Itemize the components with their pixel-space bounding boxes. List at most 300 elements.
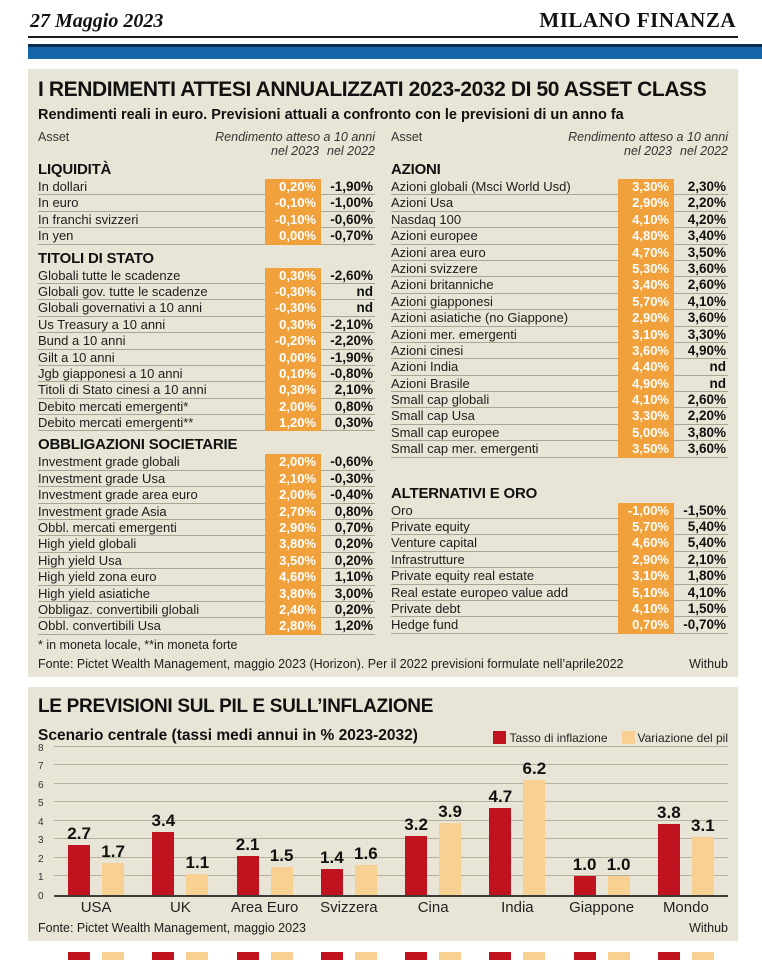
value-2023: -0,20% — [265, 333, 321, 349]
value-2023: 3,40% — [618, 277, 674, 293]
value-2022: nd — [674, 376, 728, 392]
legend-label: Variazione del pil — [637, 730, 728, 745]
asset-label: Azioni europee — [391, 228, 618, 244]
value-2023: 4,60% — [265, 569, 321, 585]
asset-label: Azioni svizzere — [391, 261, 618, 277]
value-2023: 2,90% — [618, 195, 674, 211]
returns-panel — [28, 69, 738, 677]
asset-label: High yield Usa — [38, 553, 265, 569]
section-header: OBBLIGAZIONI SOCIETARIE — [38, 436, 238, 454]
value-2023: 5,00% — [618, 425, 674, 441]
value-2023: 0,00% — [265, 350, 321, 366]
page-header — [0, 0, 762, 35]
table-row — [391, 503, 728, 519]
value-2023: -1,00% — [618, 503, 674, 519]
asset-label: Obbl. convertibili Usa — [38, 618, 265, 634]
asset-label: Hedge fund — [391, 617, 618, 633]
asset-label: Private debt — [391, 601, 618, 617]
asset-label: Titoli di Stato cinesi a 10 anni — [38, 382, 265, 398]
year-2022-label: nel 2022 — [680, 144, 728, 158]
return-column-label: Rendimento atteso a 10 anni — [568, 130, 728, 144]
value-2023: 2,40% — [265, 602, 321, 618]
table-row — [38, 504, 375, 520]
value-2022: -0,70% — [674, 617, 728, 633]
value-2022: 2,10% — [674, 552, 728, 568]
value-2023: 2,00% — [265, 399, 321, 415]
value-2022: 0,80% — [321, 399, 375, 415]
value-2023: 2,90% — [618, 310, 674, 326]
x-category-label: Mondo — [662, 898, 709, 916]
asset-label: Bund a 10 anni — [38, 333, 265, 349]
blue-divider-bar — [28, 44, 762, 59]
table-row — [38, 569, 375, 585]
value-2023: -0,10% — [265, 195, 321, 211]
table-row — [391, 343, 728, 359]
table-row — [38, 618, 375, 634]
value-2023: 0,10% — [265, 366, 321, 382]
value-2022: 3,60% — [674, 261, 728, 277]
asset-label: Private equity real estate — [391, 568, 618, 584]
x-category-label: Svizzera — [320, 898, 378, 916]
bar-value-label: 1.5 — [269, 846, 294, 866]
bar-value-label: 2.7 — [67, 823, 91, 843]
header-rule — [28, 36, 738, 38]
table-row — [391, 601, 728, 617]
value-2022: nd — [321, 284, 375, 300]
value-2023: 2,10% — [265, 471, 321, 487]
value-2022: 2,20% — [674, 408, 728, 424]
source-text: Fonte: Pictet Wealth Management, maggio 2023 (Horizon). Per il 2022 previsioni formulate nell’aprile2022 — [38, 656, 624, 671]
cutoff-bar — [489, 952, 511, 960]
asset-label: In franchi svizzeri — [38, 212, 265, 228]
x-category-label: Giappone — [569, 898, 635, 916]
bar-value-label: 1.0 — [572, 855, 597, 875]
cutoff-bar-pair — [391, 949, 475, 959]
value-2023: 0,30% — [265, 382, 321, 398]
value-2023: 1,20% — [265, 415, 321, 431]
value-2023: 4,40% — [618, 359, 674, 375]
table-row — [391, 179, 728, 195]
x-axis-labels — [54, 899, 728, 916]
cutoff-bar — [152, 952, 174, 960]
cutoff-bar — [271, 952, 293, 960]
returns-source-row — [38, 657, 728, 671]
value-2022: -0,80% — [321, 366, 375, 382]
value-2023: 0,00% — [265, 228, 321, 244]
section-header: ALTERNATIVI E ORO — [391, 484, 538, 502]
asset-table — [38, 130, 728, 652]
value-2022: -0,60% — [321, 212, 375, 228]
value-2022: 4,10% — [674, 585, 728, 601]
value-2023: -0,10% — [265, 212, 321, 228]
cutoff-bar-pair — [307, 949, 391, 959]
cutoff-bar — [658, 952, 680, 960]
right-column-header — [391, 130, 728, 158]
value-2022: 1,80% — [674, 568, 728, 584]
bar-group — [644, 749, 728, 895]
value-2022: -1,50% — [674, 503, 728, 519]
legend-item — [622, 731, 729, 745]
cutoff-bar — [102, 952, 124, 960]
value-2022: -2,20% — [321, 333, 375, 349]
asset-label: Gilt a 10 anni — [38, 350, 265, 366]
return-column-label: Rendimento atteso a 10 anni — [215, 130, 375, 144]
cutoff-bar — [237, 952, 259, 960]
table-row — [38, 553, 375, 569]
bar-value-label: 1.6 — [354, 844, 378, 864]
table-row — [38, 300, 375, 316]
asset-label: Oro — [391, 503, 618, 519]
table-row — [38, 487, 375, 503]
asset-label: Globali governativi a 10 anni — [38, 300, 265, 316]
value-2022: -2,10% — [321, 317, 375, 333]
cutoff-bar — [355, 952, 377, 960]
value-2022: 4,20% — [674, 212, 728, 228]
value-2023: 0,30% — [265, 317, 321, 333]
legend-swatch — [493, 731, 506, 744]
table-row — [391, 568, 728, 584]
bar-value-label: 1.4 — [320, 847, 344, 867]
value-2023: 3,50% — [618, 441, 674, 457]
value-2022: -0,30% — [321, 471, 375, 487]
table-row — [391, 376, 728, 392]
table-row — [38, 268, 375, 284]
table-row — [391, 519, 728, 535]
section-header: TITOLI DI STATO — [38, 249, 154, 267]
bar — [320, 847, 344, 895]
value-2022: 5,40% — [674, 535, 728, 551]
bar-value-label: 1.1 — [185, 853, 210, 873]
table-row — [391, 277, 728, 293]
asset-label: Real estate europeo value add — [391, 585, 618, 601]
value-2023: 3,10% — [618, 568, 674, 584]
cutoff-bar-pair — [560, 949, 644, 959]
y-tick-label: 5 — [38, 798, 44, 810]
table-row — [391, 535, 728, 551]
value-2023: 3,30% — [618, 179, 674, 195]
table-row — [38, 454, 375, 470]
value-2022: 0,30% — [321, 415, 375, 431]
x-category-label: Cina — [417, 898, 449, 916]
year-2023-label: nel 2023 — [271, 144, 319, 158]
value-2023: 4,60% — [618, 535, 674, 551]
asset-label: Small cap Usa — [391, 408, 618, 424]
cutoff-bar-pair — [475, 949, 559, 959]
asset-label: Venture capital — [391, 535, 618, 551]
table-row — [391, 294, 728, 310]
table-row — [391, 441, 728, 457]
cutoff-bar — [608, 952, 630, 960]
legend-item — [493, 731, 607, 745]
bar — [488, 786, 513, 895]
value-2023: 2,00% — [265, 487, 321, 503]
y-tick-label: 4 — [38, 816, 44, 828]
bar-group — [223, 749, 307, 895]
asset-label: Globali gov. tutte le scadenze — [38, 284, 265, 300]
asset-label: In yen — [38, 228, 265, 244]
table-row — [391, 195, 728, 211]
bar — [657, 803, 681, 894]
asset-label: Investment grade area euro — [38, 487, 265, 503]
value-2022: nd — [674, 359, 728, 375]
value-2022: 1,20% — [321, 618, 375, 634]
asset-column-label: Asset — [38, 130, 70, 144]
asset-label: Small cap mer. emergenti — [391, 441, 618, 457]
cutoff-bar — [523, 952, 545, 960]
value-2022: -1,90% — [321, 179, 375, 195]
value-2023: 2,00% — [265, 454, 321, 470]
table-row — [391, 408, 728, 424]
table-row — [38, 317, 375, 333]
table-row — [391, 327, 728, 343]
cutoff-bar — [692, 952, 714, 960]
chart-legend — [493, 731, 728, 745]
asset-label: Nasdaq 100 — [391, 212, 618, 228]
value-2022: 3,50% — [674, 245, 728, 261]
credit-text: Withub — [689, 920, 728, 935]
bar — [691, 816, 715, 894]
bar-value-label: 3.8 — [657, 803, 681, 823]
table-row — [391, 425, 728, 441]
table-row — [38, 333, 375, 349]
cutoff-bar — [68, 952, 90, 960]
value-2022: 0,20% — [321, 553, 375, 569]
table-row — [38, 228, 375, 244]
value-2022: 0,20% — [321, 536, 375, 552]
value-2022: 3,60% — [674, 310, 728, 326]
value-2023: 4,90% — [618, 376, 674, 392]
gdp-inflation-chart — [38, 742, 728, 916]
asset-label: Azioni India — [391, 359, 618, 375]
bar — [67, 823, 91, 895]
table-row — [38, 602, 375, 618]
masthead-title: MILANO FINANZA — [539, 8, 736, 32]
x-category-label: USA — [80, 898, 112, 916]
cutoff-bar — [405, 952, 427, 960]
value-2022: 5,40% — [674, 519, 728, 535]
asset-label: Globali tutte le scadenze — [38, 268, 265, 284]
value-2022: -0,60% — [321, 454, 375, 470]
bar-value-label: 1.0 — [606, 855, 631, 875]
value-2022: 0,20% — [321, 602, 375, 618]
table-row — [391, 552, 728, 568]
table-row — [38, 536, 375, 552]
year-2023-label: nel 2023 — [624, 144, 672, 158]
table-row — [38, 471, 375, 487]
cutoff-bar-pair — [138, 949, 222, 959]
asset-label: Us Treasury a 10 anni — [38, 317, 265, 333]
table-row — [38, 415, 375, 431]
table-row — [38, 399, 375, 415]
cutoff-bar — [321, 952, 343, 960]
table-row — [38, 284, 375, 300]
table-row — [391, 261, 728, 277]
left-column — [38, 130, 375, 652]
value-2022: 4,10% — [674, 294, 728, 310]
table-row — [38, 350, 375, 366]
asset-label: High yield zona euro — [38, 569, 265, 585]
value-2023: 4,10% — [618, 601, 674, 617]
value-2022: 3,80% — [674, 425, 728, 441]
value-2023: -0,30% — [265, 284, 321, 300]
y-tick-label: 2 — [38, 853, 44, 865]
value-2023: 2,70% — [265, 504, 321, 520]
table-footnote: * in moneta locale, **in moneta forte — [38, 637, 238, 652]
bar-group — [307, 749, 391, 895]
table-row — [38, 520, 375, 536]
gridline — [54, 746, 728, 747]
table-row — [391, 228, 728, 244]
legend-swatch — [622, 731, 635, 744]
x-category-label: Area Euro — [230, 898, 299, 916]
y-tick-label: 6 — [38, 779, 44, 791]
value-2022: -0,40% — [321, 487, 375, 503]
bar-group — [560, 749, 644, 895]
value-2023: 0,70% — [618, 617, 674, 633]
value-2022: 3,30% — [674, 327, 728, 343]
cutoff-bar — [574, 952, 596, 960]
returns-panel-subtitle: Rendimenti reali in euro. Previsioni attuali a confronto con le previsioni di un anno fa — [38, 107, 624, 123]
asset-label: Debito mercati emergenti* — [38, 399, 265, 415]
table-row — [38, 212, 375, 228]
asset-label: Private equity — [391, 519, 618, 535]
forecast-panel — [28, 687, 738, 941]
bar-value-label: 3.9 — [438, 801, 462, 821]
asset-label: Azioni britanniche — [391, 277, 618, 293]
value-2022: 2,10% — [321, 382, 375, 398]
value-2022: 0,70% — [321, 520, 375, 536]
table-row — [38, 586, 375, 602]
x-category-label: UK — [169, 898, 191, 916]
credit-text: Withub — [689, 656, 728, 671]
value-2023: 0,20% — [265, 179, 321, 195]
bar — [572, 855, 597, 895]
bar — [354, 844, 378, 895]
right-rows — [391, 160, 728, 634]
value-2023: 2,90% — [618, 552, 674, 568]
value-2023: 4,10% — [618, 392, 674, 408]
bar — [101, 842, 125, 894]
table-row — [38, 382, 375, 398]
asset-label: Azioni area euro — [391, 245, 618, 261]
bar — [606, 855, 631, 895]
bar — [269, 846, 294, 895]
value-2023: 3,80% — [265, 536, 321, 552]
issue-date: 27 Maggio 2023 — [30, 10, 164, 32]
forecast-source-row — [38, 921, 728, 935]
value-2023: 4,70% — [618, 245, 674, 261]
table-row — [38, 179, 375, 195]
value-2022: 2,60% — [674, 392, 728, 408]
forecast-panel-title: LE PREVISIONI SUL PIL E SULL’INFLAZIONE — [38, 695, 434, 717]
bar-value-label: 1.7 — [101, 842, 125, 862]
cutoff-bar — [186, 952, 208, 960]
y-tick-label: 8 — [38, 742, 44, 754]
value-2023: 2,90% — [265, 520, 321, 536]
value-2023: 3,50% — [265, 553, 321, 569]
asset-label: Jgb giapponesi a 10 anni — [38, 366, 265, 382]
bar-value-label: 6.2 — [522, 759, 547, 779]
value-2022: 2,30% — [674, 179, 728, 195]
source-text: Fonte: Pictet Wealth Management, maggio 2023 — [38, 920, 306, 935]
value-2022: 1,50% — [674, 601, 728, 617]
value-2023: 5,70% — [618, 294, 674, 310]
x-category-label: India — [501, 898, 534, 916]
table-row — [391, 245, 728, 261]
bar — [235, 834, 260, 895]
bar-value-label: 2.1 — [235, 834, 260, 854]
value-2023: 0,30% — [265, 268, 321, 284]
bar-group — [475, 749, 559, 895]
value-2022: -1,90% — [321, 350, 375, 366]
value-2022: -0,70% — [321, 228, 375, 244]
value-2022: 2,60% — [674, 277, 728, 293]
value-2022: 3,60% — [674, 441, 728, 457]
forecast-panel-subtitle: Scenario centrale (tassi medi annui in % 2023-2032) — [38, 726, 418, 744]
left-rows — [38, 160, 375, 635]
bar-value-label: 3.2 — [404, 814, 428, 834]
bar-value-label: 4.7 — [488, 786, 513, 806]
table-row — [391, 359, 728, 375]
asset-label: Obbl. mercati emergenti — [38, 520, 265, 536]
value-2022: -2,60% — [321, 268, 375, 284]
table-row — [38, 366, 375, 382]
asset-label: Small cap europee — [391, 425, 618, 441]
value-2022: 1,10% — [321, 569, 375, 585]
y-axis — [38, 742, 54, 902]
table-row — [391, 392, 728, 408]
cutoff-bar-pair — [644, 949, 728, 959]
asset-label: Azioni Usa — [391, 195, 618, 211]
asset-label: Obbligaz. convertibili globali — [38, 602, 265, 618]
value-2023: 5,10% — [618, 585, 674, 601]
value-2023: 3,30% — [618, 408, 674, 424]
value-2022: -1,00% — [321, 195, 375, 211]
asset-label: Infrastrutture — [391, 552, 618, 568]
asset-label: Investment grade globali — [38, 454, 265, 470]
right-column — [391, 130, 728, 652]
bar — [438, 801, 462, 895]
asset-label: In dollari — [38, 179, 265, 195]
chart-plot — [54, 749, 728, 897]
y-tick-label: 7 — [38, 761, 44, 773]
value-2023: 5,70% — [618, 519, 674, 535]
value-2022: 3,40% — [674, 228, 728, 244]
table-row — [391, 212, 728, 228]
y-tick-label: 3 — [38, 835, 44, 847]
asset-label: Azioni mer. emergenti — [391, 327, 618, 343]
cutoff-bar-pair — [54, 949, 138, 959]
asset-label: Small cap globali — [391, 392, 618, 408]
bar — [185, 853, 210, 894]
value-2022: nd — [321, 300, 375, 316]
bar-group — [54, 749, 138, 895]
table-row — [38, 195, 375, 211]
value-2023: 3,10% — [618, 327, 674, 343]
value-2023: 4,80% — [618, 228, 674, 244]
cutoff-bar-pair — [223, 949, 307, 959]
value-2023: 5,30% — [618, 261, 674, 277]
y-tick-label: 1 — [38, 872, 44, 884]
cutoff-bar — [439, 952, 461, 960]
asset-label: In euro — [38, 195, 265, 211]
value-2022: 0,80% — [321, 504, 375, 520]
value-2023: -0,30% — [265, 300, 321, 316]
y-tick-label: 0 — [38, 890, 44, 902]
cutoff-bars-strip — [54, 949, 728, 959]
asset-column-label: Asset — [391, 130, 423, 144]
legend-label: Tasso di inflazione — [509, 730, 608, 745]
